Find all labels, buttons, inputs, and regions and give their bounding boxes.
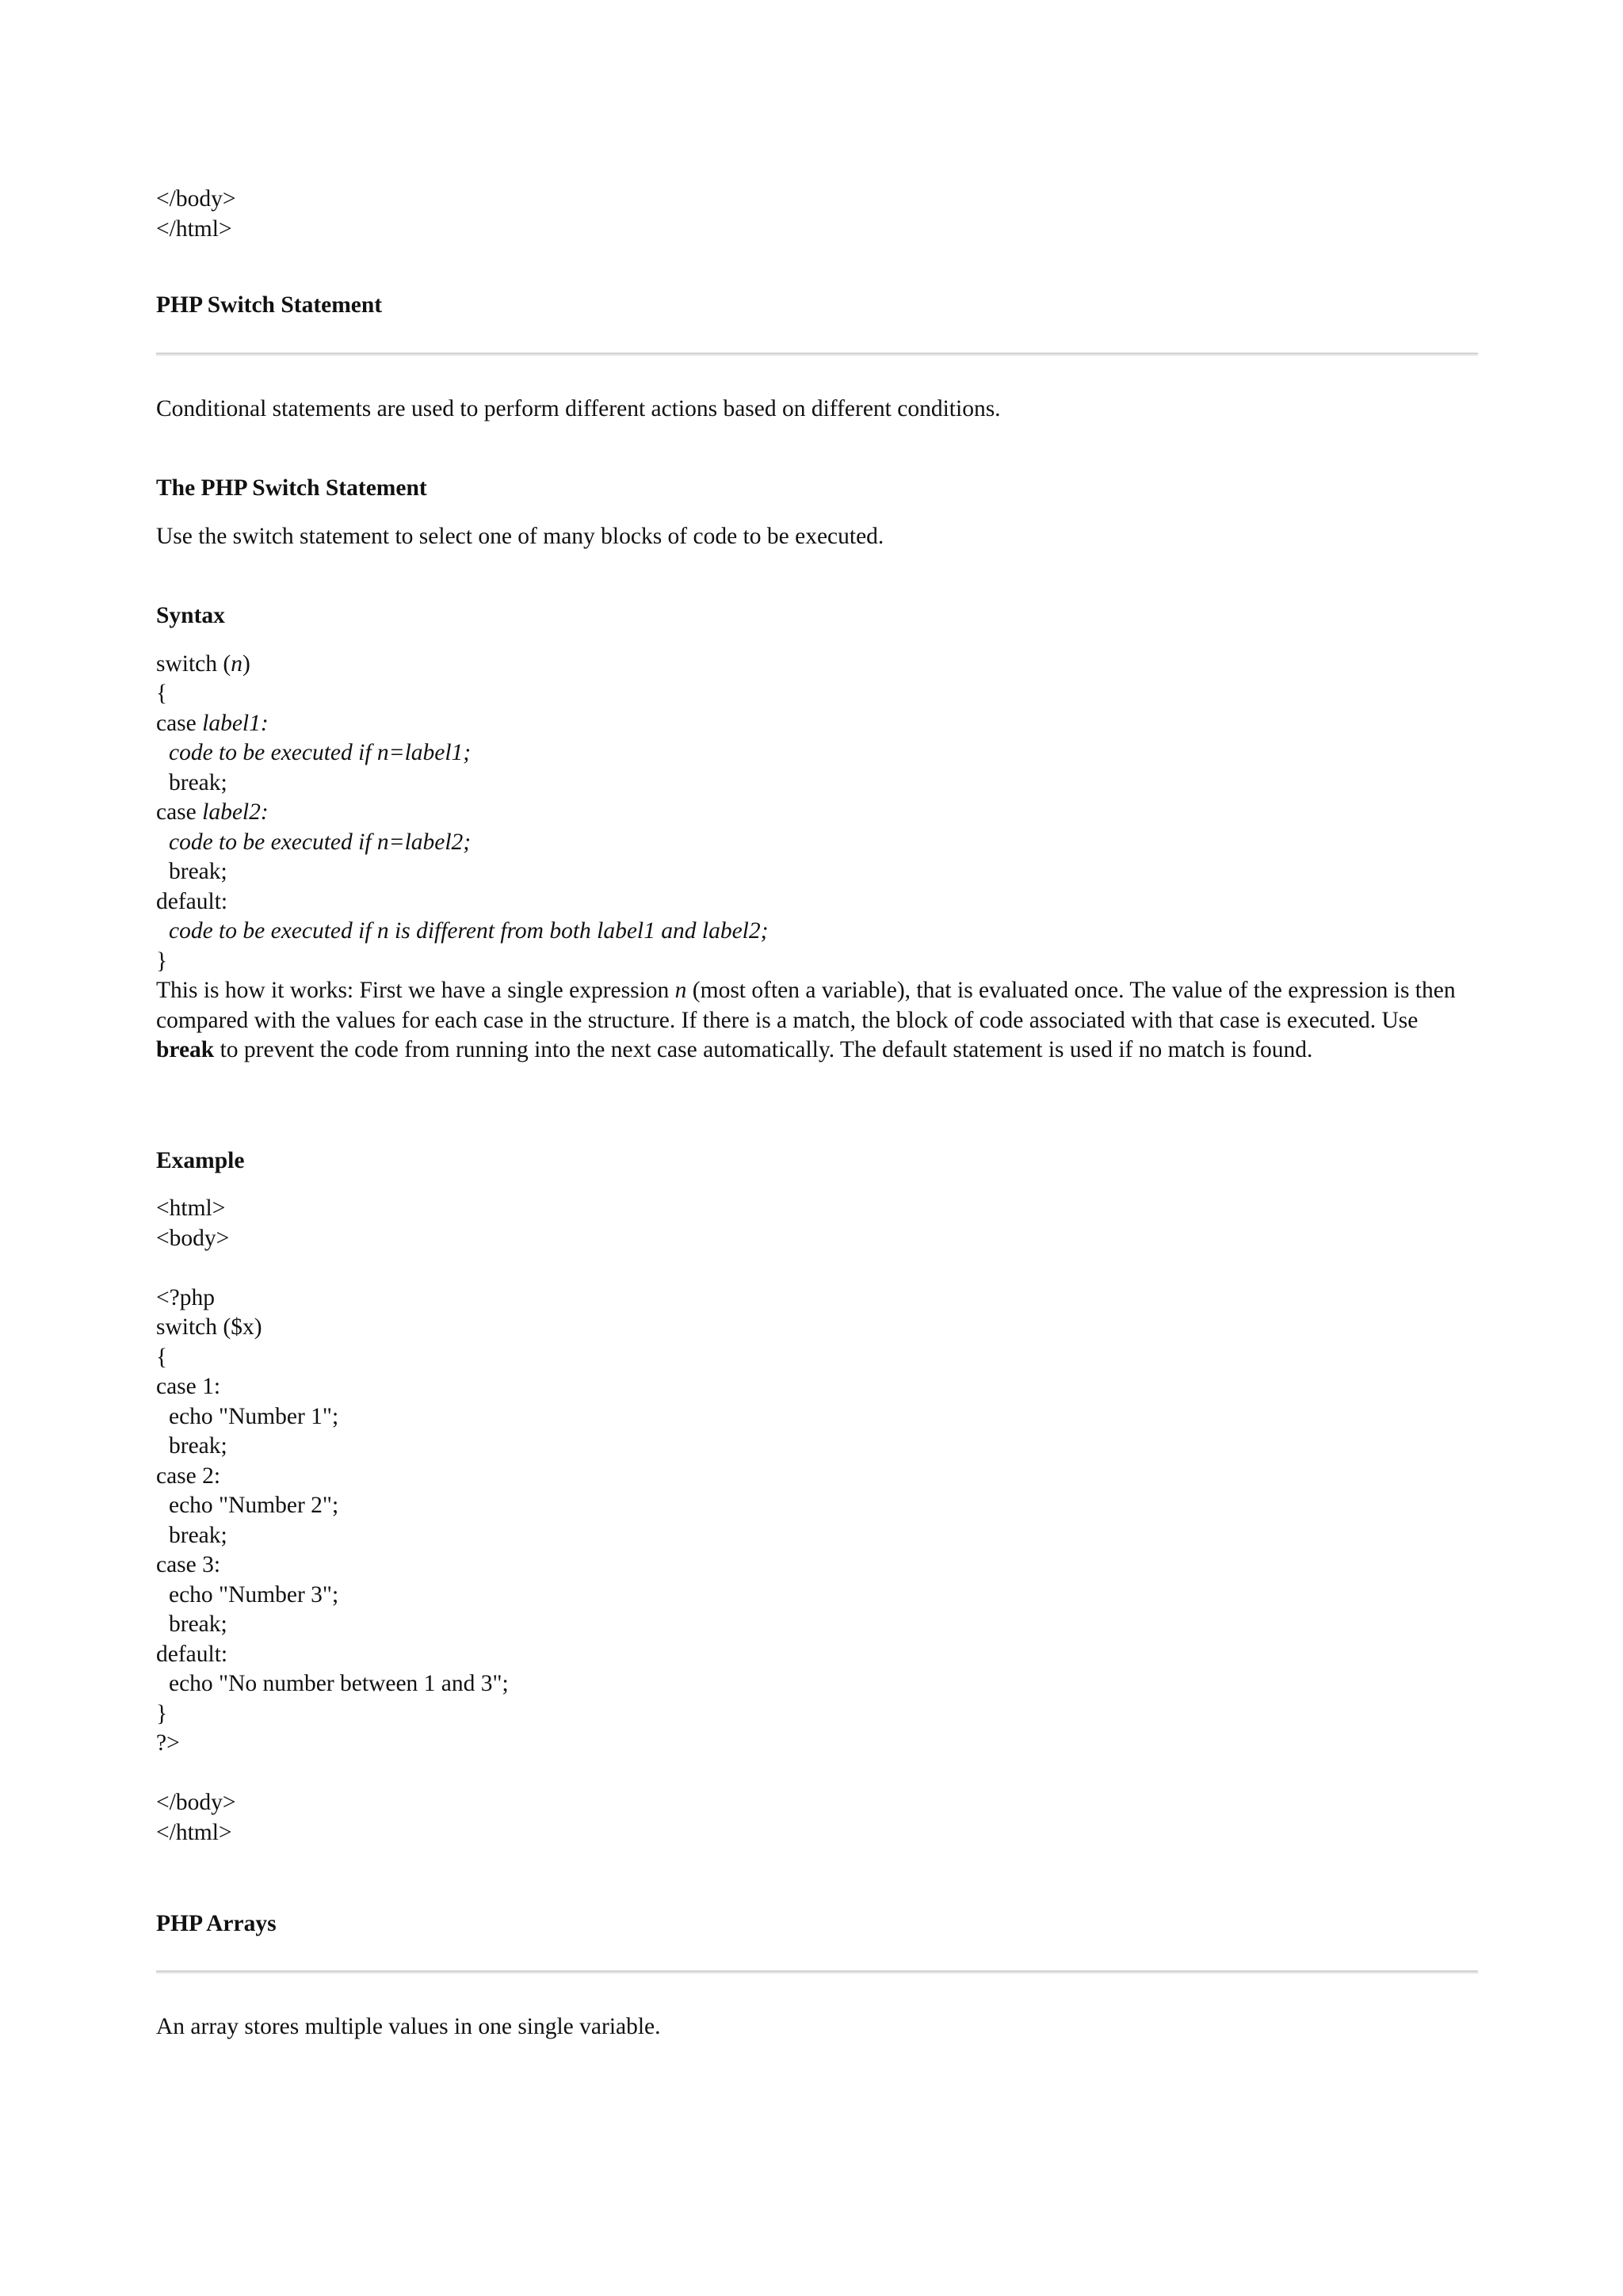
code-line: break;	[169, 1433, 227, 1459]
code-line: echo "No number between 1 and 3";	[169, 1671, 509, 1696]
code-line: </body>	[156, 1790, 236, 1815]
code-line: ?>	[156, 1730, 180, 1756]
code-line: <html>	[156, 1196, 226, 1221]
code-line: switch ($x)	[156, 1314, 262, 1340]
code-line: <?php	[156, 1285, 215, 1310]
paragraph: Use the switch statement to select one of many blocks of code to be executed.	[156, 524, 884, 549]
code-line: echo "Number 2";	[169, 1493, 339, 1518]
code-line: </body>	[156, 186, 236, 212]
example-heading: Example	[156, 1148, 245, 1173]
syntax-heading: Syntax	[156, 603, 225, 628]
syntax-line: break;	[169, 770, 227, 795]
code-line: case 1:	[156, 1374, 221, 1399]
subsection-heading: The PHP Switch Statement	[156, 475, 427, 501]
code-line: echo "Number 3";	[169, 1582, 339, 1608]
syntax-line: code to be executed if n is different from both label1 and label2;	[169, 918, 769, 944]
syntax-line: switch (n)	[156, 651, 250, 677]
horizontal-rule	[156, 353, 1478, 356]
section-title: PHP Arrays	[156, 1911, 277, 1936]
code-line: case 3:	[156, 1552, 221, 1577]
code-line: }	[156, 1701, 168, 1726]
code-line: echo "Number 1";	[169, 1404, 339, 1429]
syntax-line: {	[156, 681, 168, 706]
syntax-line: default:	[156, 889, 228, 914]
intro-paragraph: An array stores multiple values in one single variable.	[156, 2014, 661, 2039]
syntax-line: code to be executed if n=label2;	[169, 830, 472, 855]
explanation-paragraph: This is how it works: First we have a single expression n (most often a variable), that is evaluated once. The value of the expression is then compared with the values for each case in the structure. If there is a match, the block of code associated with that case is executed. Use break to prevent the code from running into the next case automatically. The default statement is used if no match is found.	[156, 978, 1456, 1062]
syntax-line: break;	[169, 859, 227, 884]
code-line: break;	[169, 1611, 227, 1637]
syntax-line: case label1:	[156, 711, 269, 736]
syntax-line: }	[156, 948, 168, 974]
code-line: </html>	[156, 216, 232, 242]
code-line: case 2:	[156, 1463, 221, 1489]
code-line: default:	[156, 1642, 228, 1667]
code-line: break;	[169, 1523, 227, 1548]
horizontal-rule	[156, 1970, 1478, 1974]
code-line: </html>	[156, 1820, 232, 1845]
code-line: {	[156, 1344, 168, 1370]
code-line: <body>	[156, 1226, 230, 1251]
syntax-line: case label2:	[156, 799, 269, 825]
section-title: PHP Switch Statement	[156, 292, 383, 318]
syntax-line: code to be executed if n=label1;	[169, 740, 472, 765]
intro-paragraph: Conditional statements are used to perform different actions based on different conditions.	[156, 396, 1001, 421]
